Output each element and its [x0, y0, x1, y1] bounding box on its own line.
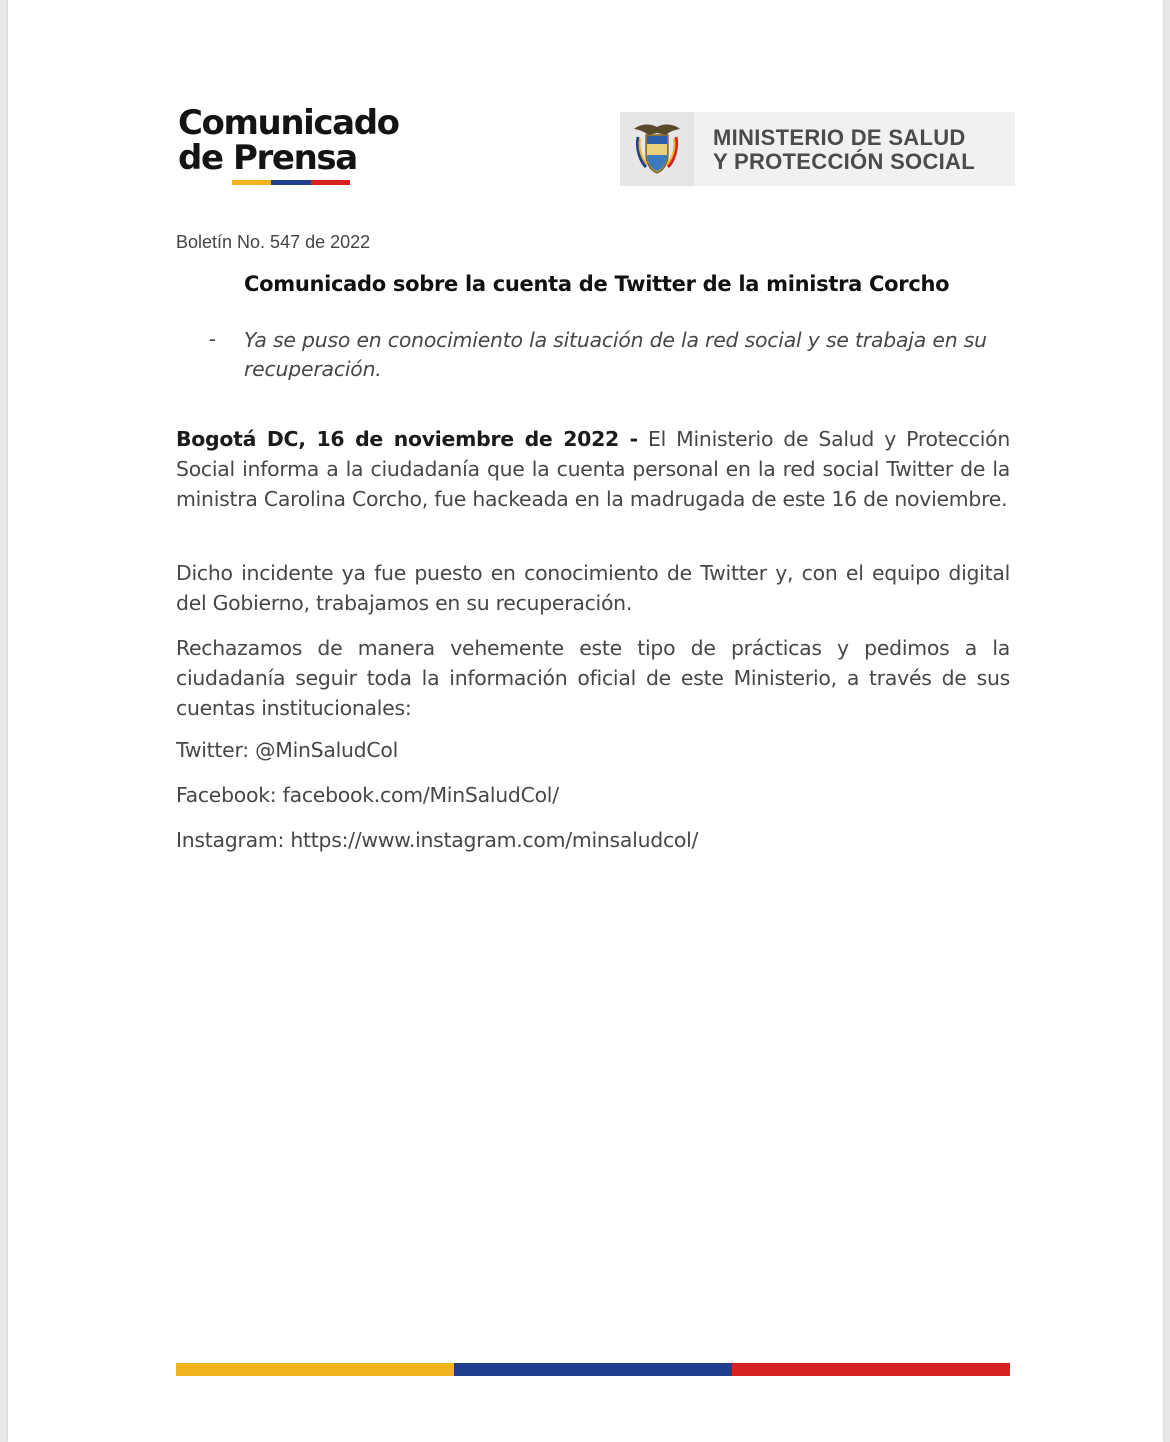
- heading-line-2: de Prensa: [178, 138, 357, 178]
- document-subtitle: Ya se puso en conocimiento la situación de la red social y se trabaja en su recuperación.: [244, 328, 987, 381]
- instagram-account: Instagram: https://www.instagram.com/minsaludcol/: [176, 828, 699, 852]
- twitter-account: Twitter: @MinSaludCol: [176, 738, 399, 762]
- ministry-logo: [620, 112, 1015, 186]
- underline-yellow: [232, 180, 271, 185]
- footer-bar-yellow: [176, 1363, 454, 1376]
- paragraph-intro-text: El Ministerio de Salud y Protección Social informa a la ciudadanía que la cuenta personal en la red social Twitter de la ministra Carolina Corcho, fue hackeada en la madrugada de este 16 de noviembre.: [176, 427, 1011, 511]
- footer-bar-blue: [454, 1363, 732, 1376]
- dateline: Bogotá DC, 16 de noviembre de 2022 -: [176, 427, 638, 451]
- ministry-name: [713, 126, 1013, 174]
- footer-flag-bar: [176, 1363, 1010, 1376]
- footer-bar-red: [732, 1363, 1010, 1376]
- subtitle-bullet: -: [209, 328, 216, 351]
- underline-blue: [271, 180, 310, 185]
- emblem-box: [620, 112, 694, 186]
- document-title: Comunicado sobre la cuenta de Twitter de la ministra Corcho: [244, 272, 950, 296]
- underline-red: [311, 180, 350, 185]
- paragraph-intro: [176, 424, 1010, 514]
- ministry-name-line-2: Y PROTECCIÓN SOCIAL: [713, 149, 975, 174]
- paragraph-rejection: Rechazamos de manera vehemente este tipo de prácticas y pedimos a la ciudadanía seguir toda la información oficial de este Ministerio, a través de sus cuentas institucionales:: [176, 636, 1010, 720]
- heading-flag-underline: [232, 180, 350, 185]
- ministry-name-line-1: MINISTERIO DE SALUD: [713, 125, 966, 150]
- bulletin-number: Boletín No. 547 de 2022: [176, 232, 371, 252]
- colombia-coat-of-arms-icon: [632, 121, 682, 177]
- paragraph-incident: Dicho incidente ya fue puesto en conocimiento de Twitter y, con el equipo digital del Gobierno, trabajamos en su recuperación.: [176, 561, 1010, 615]
- press-release-page: [8, 0, 1163, 1442]
- facebook-account: Facebook: facebook.com/MinSaludCol/: [176, 783, 559, 807]
- heading-line-1: Comunicado: [178, 103, 399, 143]
- press-release-heading: [178, 103, 399, 178]
